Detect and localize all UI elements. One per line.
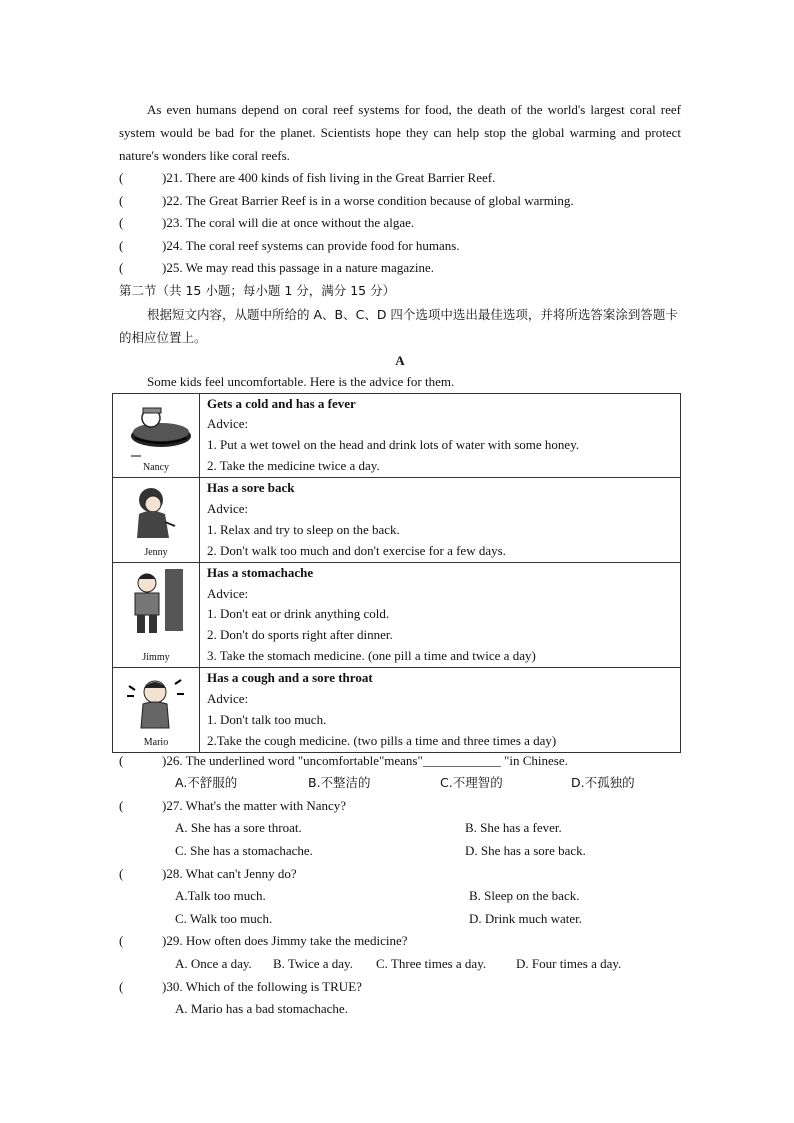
option-a[interactable]: A. She has a sore throat. bbox=[175, 820, 302, 836]
mc-question-stem bbox=[119, 795, 681, 818]
advice-label: Advice: bbox=[207, 416, 249, 432]
advice-cell bbox=[200, 478, 681, 563]
option-c[interactable]: C. She has a stomachache. bbox=[175, 842, 313, 858]
section-title: 第二节（共 15 小题；每小题 1 分，满分 15 分） bbox=[119, 282, 396, 298]
advice-item: 1. Relax and try to sleep on the back. bbox=[207, 521, 400, 537]
option-a[interactable]: A.不舒服的 bbox=[175, 775, 238, 791]
question-text: )21. There are 400 kinds of fish living in the Great Barrier Reef. bbox=[162, 170, 496, 185]
advice-label: Advice: bbox=[207, 501, 249, 517]
option-row bbox=[119, 953, 681, 976]
advice-item: 2. Take the medicine twice a day. bbox=[207, 458, 380, 474]
option-d[interactable]: D. Drink much water. bbox=[469, 910, 583, 926]
answer-paren[interactable]: ( bbox=[119, 237, 124, 253]
option-d[interactable]: D. Four times a day. bbox=[516, 955, 622, 971]
advice-table-wrap bbox=[119, 393, 681, 750]
option-c[interactable]: C. Three times a day. bbox=[376, 955, 487, 971]
stomachache-illustration bbox=[121, 567, 193, 641]
option-row bbox=[119, 772, 681, 795]
sick-in-bed-illustration bbox=[121, 398, 193, 460]
advice-cell bbox=[200, 668, 681, 753]
question-text: )29. How often does Jimmy take the medicine? bbox=[162, 933, 408, 949]
option-b[interactable]: B. She has a fever. bbox=[465, 820, 562, 836]
kid-name: Jimmy bbox=[142, 652, 170, 664]
answer-paren[interactable]: ( bbox=[119, 978, 124, 994]
option-row bbox=[119, 885, 681, 908]
question-text: )23. The coral will die at once without the algae. bbox=[162, 215, 415, 231]
answer-paren[interactable]: ( bbox=[119, 865, 124, 881]
tf-question-list bbox=[119, 167, 681, 280]
option-a[interactable]: A. Once a day. bbox=[175, 955, 252, 971]
exam-page bbox=[119, 98, 681, 1021]
table-row bbox=[113, 393, 681, 478]
option-d[interactable]: D.不孤独的 bbox=[571, 775, 635, 791]
question-text: )24. The coral reef systems can provide food for humans. bbox=[162, 237, 460, 253]
table-row bbox=[113, 562, 681, 667]
question-text: )26. The underlined word "uncomfortable"means"____________ "in Chinese. bbox=[162, 752, 568, 768]
answer-paren[interactable]: ( bbox=[119, 797, 124, 813]
option-a[interactable]: A.Talk too much. bbox=[175, 888, 266, 904]
question-text: )28. What can't Jenny do? bbox=[162, 865, 297, 881]
part-label: A bbox=[395, 352, 405, 368]
kid-name: Jenny bbox=[144, 546, 168, 558]
jimmy-picture-cell bbox=[113, 562, 200, 667]
advice-item: 3. Take the stomach medicine. (one pill a time and twice a day) bbox=[207, 648, 536, 664]
question-text: )30. Which of the following is TRUE? bbox=[162, 978, 362, 994]
option-a[interactable]: A. Mario has a bad stomachache. bbox=[175, 1001, 348, 1017]
advice-item: 1. Don't talk too much. bbox=[207, 711, 327, 727]
option-row bbox=[119, 817, 681, 840]
jenny-picture-cell bbox=[113, 478, 200, 563]
option-row bbox=[119, 998, 681, 1021]
advice-label: Advice: bbox=[207, 585, 249, 601]
table-row bbox=[113, 668, 681, 753]
nancy-picture-cell bbox=[113, 393, 200, 478]
tf-question bbox=[119, 257, 681, 280]
answer-paren[interactable]: ( bbox=[119, 933, 124, 949]
kid-name: Mario bbox=[143, 736, 169, 748]
option-c[interactable]: C. Walk too much. bbox=[175, 910, 273, 926]
answer-paren[interactable]: ( bbox=[119, 260, 124, 276]
option-row bbox=[119, 908, 681, 931]
mario-picture-cell bbox=[113, 668, 200, 753]
tf-question bbox=[119, 167, 681, 190]
advice-table bbox=[112, 393, 681, 753]
advice-item: 1. Put a wet towel on the head and drink lots of water with some honey. bbox=[207, 437, 580, 453]
answer-paren[interactable]: ( bbox=[119, 752, 124, 768]
reading-intro: Some kids feel uncomfortable. Here is the advice for them. bbox=[147, 373, 455, 389]
symptom-heading: Has a cough and a sore throat bbox=[207, 670, 373, 686]
advice-item: 1. Don't eat or drink anything cold. bbox=[207, 606, 390, 622]
answer-paren[interactable]: ( bbox=[119, 192, 124, 208]
advice-label: Advice: bbox=[207, 691, 249, 707]
option-b[interactable]: B.不整洁的 bbox=[308, 775, 371, 791]
option-b[interactable]: B. Twice a day. bbox=[273, 955, 353, 971]
option-c[interactable]: C.不理智的 bbox=[440, 775, 503, 791]
advice-cell bbox=[200, 393, 681, 478]
advice-item: 2.Take the cough medicine. (two pills a time and three times a day) bbox=[207, 732, 557, 748]
mc-question-stem bbox=[119, 863, 681, 886]
symptom-heading: Gets a cold and has a fever bbox=[207, 395, 356, 411]
mc-question-stem bbox=[119, 930, 681, 953]
passage-closing: As even humans depend on coral reef systems for food, the death of the world's largest coral reef system would be bad for the planet. Scientists hope they can help stop the global warming and protect nature's wonders like coral reefs. bbox=[119, 102, 681, 163]
question-text: )22. The Great Barrier Reef is in a worse condition because of global warming. bbox=[162, 192, 574, 208]
question-text: )27. What's the matter with Nancy? bbox=[162, 797, 347, 813]
option-d[interactable]: D. She has a sore back. bbox=[465, 842, 586, 858]
section-instruction: 根据短文内容，从题中所给的 A、B、C、D 四个选项中选出最佳选项，并将所选答案涂到答题卡的相应位置上。 bbox=[119, 306, 678, 345]
symptom-heading: Has a sore back bbox=[207, 480, 295, 496]
symptom-heading: Has a stomachache bbox=[207, 564, 314, 580]
sore-back-illustration bbox=[121, 482, 193, 542]
mc-question-stem bbox=[119, 976, 681, 999]
tf-question bbox=[119, 235, 681, 258]
mc-question-stem bbox=[119, 750, 681, 773]
tf-question bbox=[119, 190, 681, 213]
option-b[interactable]: B. Sleep on the back. bbox=[469, 888, 580, 904]
answer-paren[interactable]: ( bbox=[119, 215, 124, 231]
advice-item: 2. Don't do sports right after dinner. bbox=[207, 627, 393, 643]
cough-illustration bbox=[121, 672, 193, 734]
advice-cell bbox=[200, 562, 681, 667]
answer-paren[interactable]: ( bbox=[119, 170, 124, 185]
option-row bbox=[119, 840, 681, 863]
tf-question bbox=[119, 212, 681, 235]
table-row bbox=[113, 478, 681, 563]
kid-name: Nancy bbox=[142, 462, 170, 474]
question-text: )25. We may read this passage in a nature magazine. bbox=[162, 260, 434, 276]
advice-item: 2. Don't walk too much and don't exercise for a few days. bbox=[207, 542, 506, 558]
